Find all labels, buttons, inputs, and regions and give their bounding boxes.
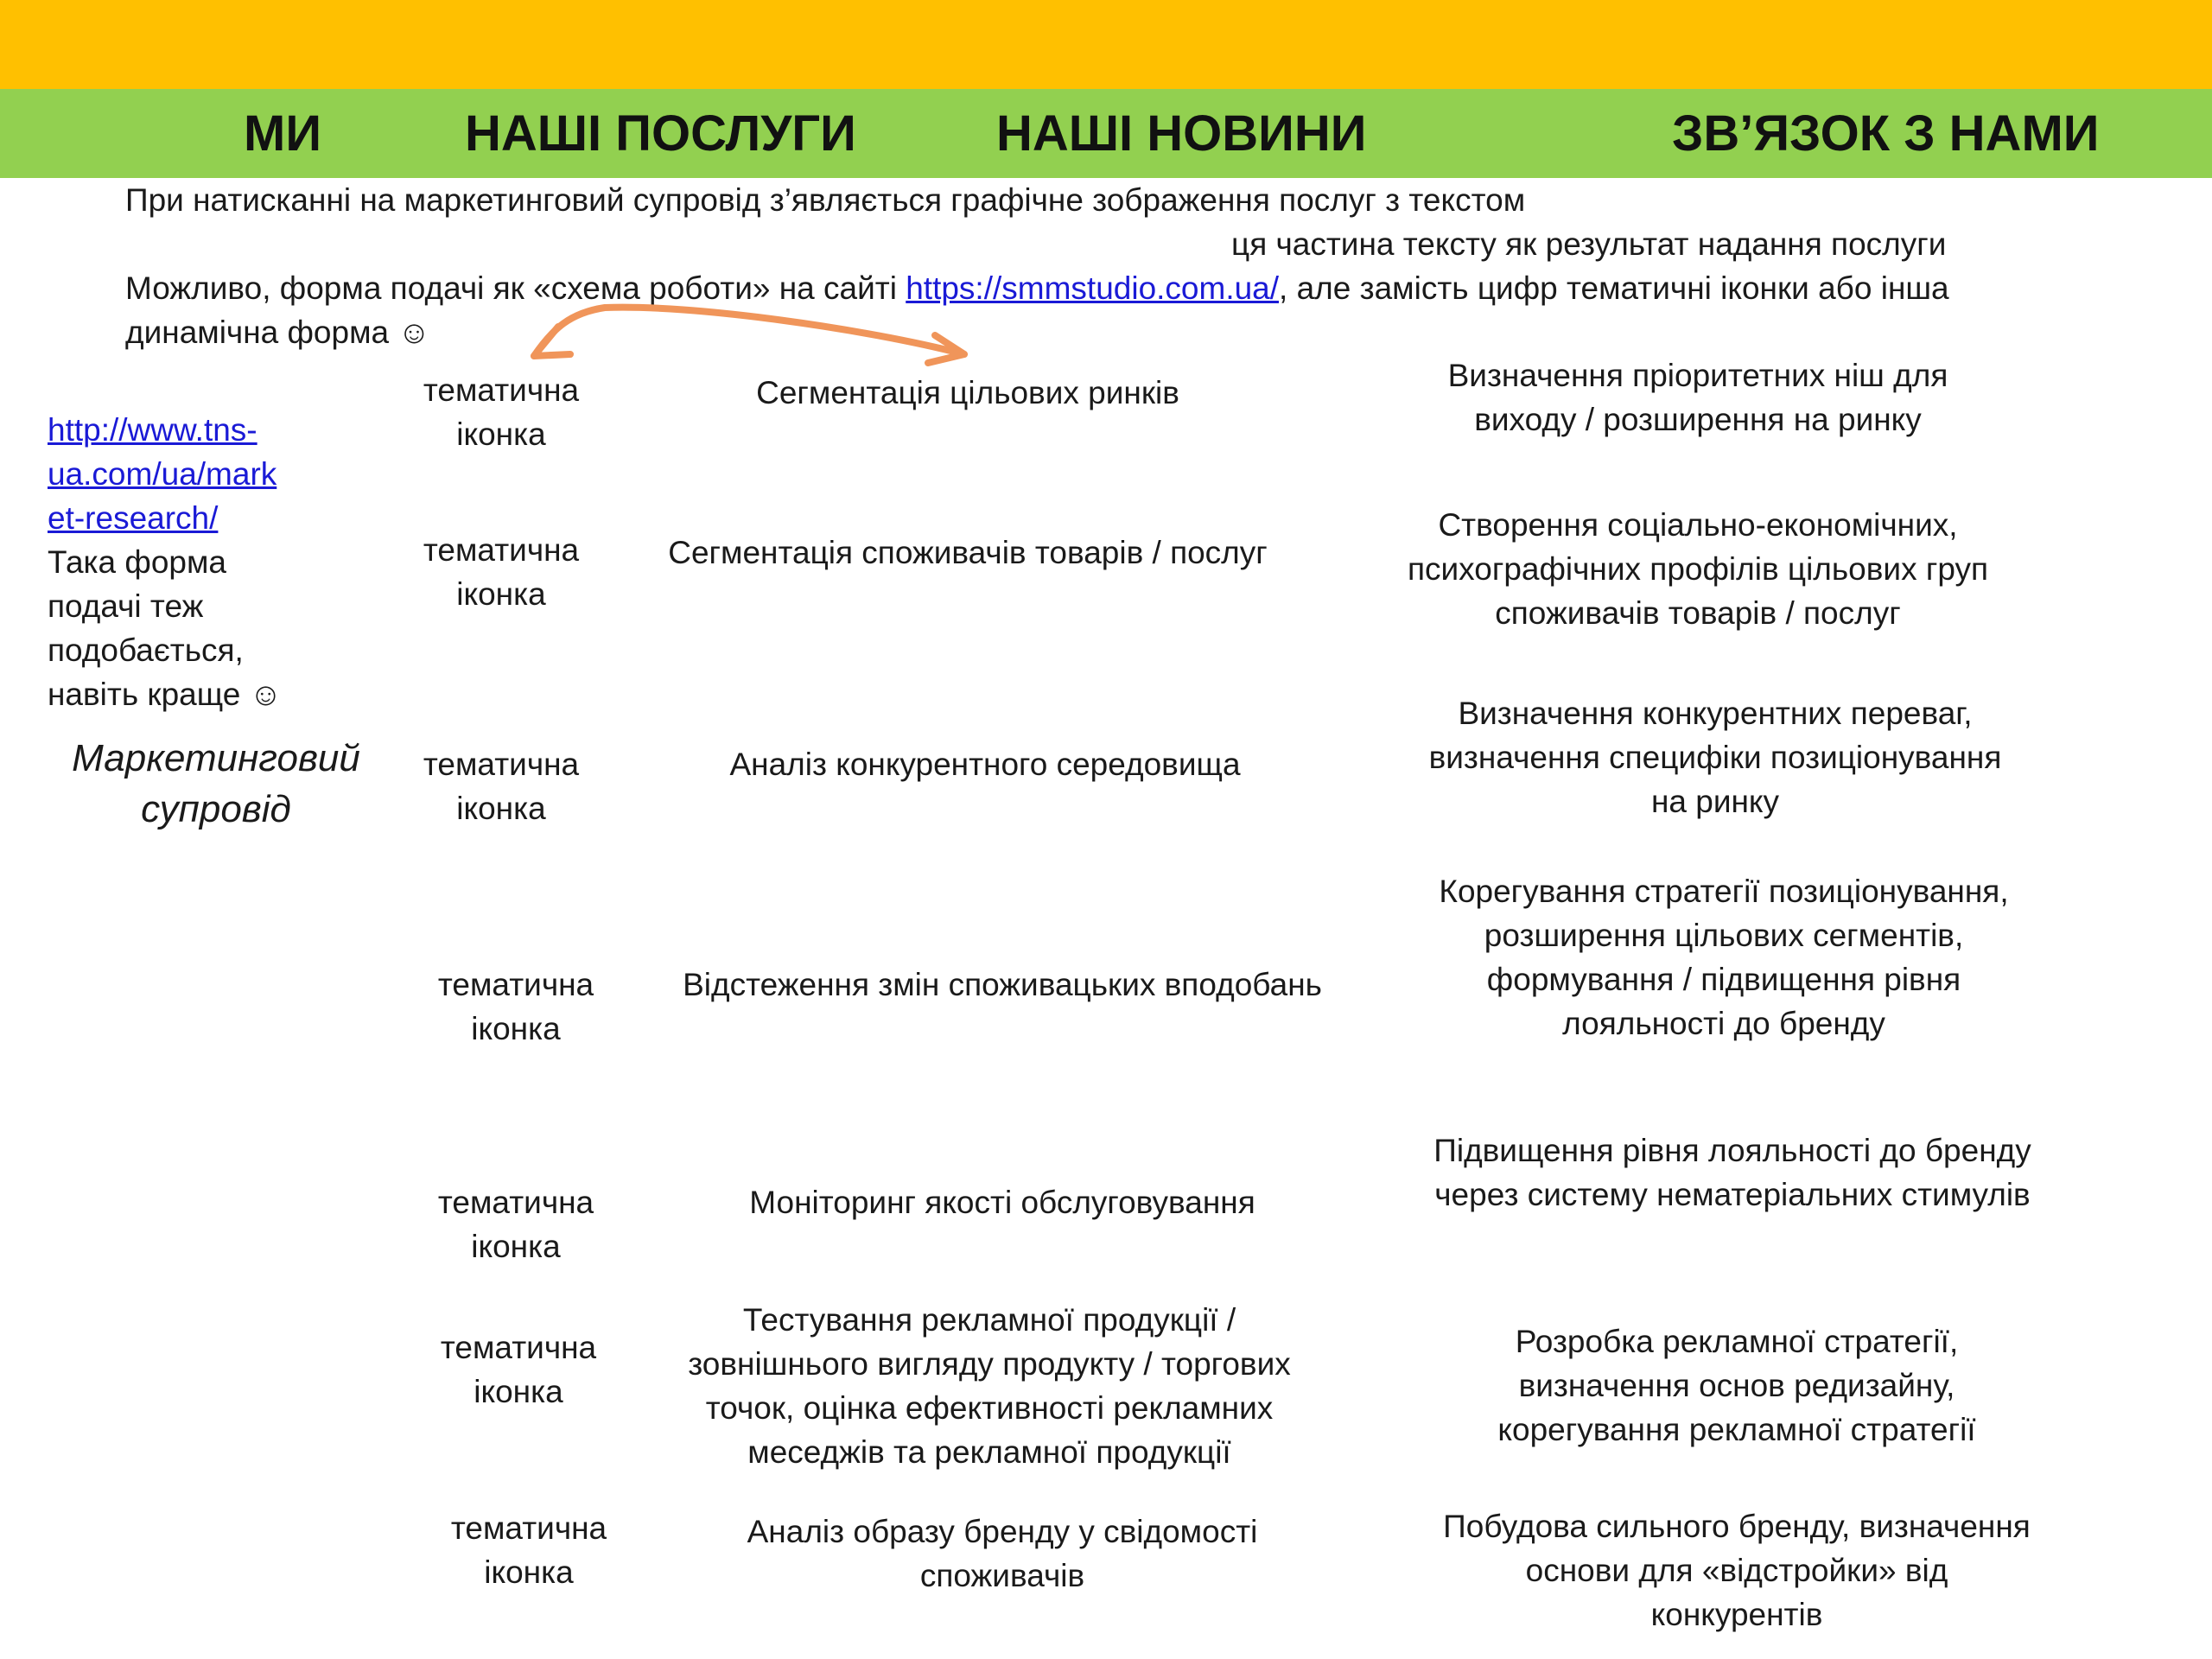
section-title-line: Маркетинговий xyxy=(72,737,360,779)
icon-label-line: іконка xyxy=(471,1011,561,1046)
service-result xyxy=(1374,869,2074,1046)
nav-item-contact[interactable]: ЗВ’ЯЗОК З НАМИ xyxy=(1672,105,2100,162)
tns-link-line: et-research/ xyxy=(48,500,219,536)
thematic-icon-placeholder xyxy=(423,1325,613,1414)
icon-label-line: тематична xyxy=(440,1330,597,1365)
icon-label-line: іконка xyxy=(456,791,546,826)
result-text-line: основи для «відстройки» від xyxy=(1525,1553,1948,1588)
service-text-line: точок, оцінка ефективності рекламних xyxy=(705,1390,1274,1426)
service-result xyxy=(1387,1319,2087,1452)
icon-label-line: іконка xyxy=(456,416,546,452)
result-text-line: корегування рекламної стратегії xyxy=(1497,1412,1976,1447)
icon-label-line: іконка xyxy=(474,1374,563,1409)
result-text-line: Визначення конкурентних переваг, xyxy=(1458,696,1973,731)
section-title xyxy=(35,733,397,835)
result-text-line: Розробка рекламної стратегії, xyxy=(1515,1324,1959,1359)
intro-line-2: ця частина тексту як результат надання послуги xyxy=(1231,226,1947,262)
service-item[interactable] xyxy=(657,1180,1348,1224)
icon-label-line: іконка xyxy=(471,1229,561,1264)
service-text-line: споживачів xyxy=(919,1558,1085,1593)
service-result xyxy=(1382,1128,2082,1217)
result-text-line: споживачів товарів / послуг xyxy=(1495,595,1901,631)
thematic-icon-placeholder xyxy=(406,368,596,456)
intro-line-3-text: Можливо, форма подачі як «схема роботи» на сайті xyxy=(125,270,906,306)
service-text-line: меседжів та рекламної продукції xyxy=(747,1434,1231,1470)
result-text-line: Створення соціально-економічних, xyxy=(1438,507,1958,543)
side-note-text-line: подачі теж xyxy=(48,588,204,624)
smmstudio-link[interactable]: https://smmstudio.com.ua/ xyxy=(906,270,1280,306)
side-note-text-line: Така форма xyxy=(48,544,226,580)
icon-label-line: тематична xyxy=(437,1185,594,1220)
service-text-line: Аналіз конкурентного середовища xyxy=(729,747,1241,782)
service-text-line: зовнішнього вигляду продукту / торгових xyxy=(688,1346,1291,1382)
result-text-line: Побудова сильного бренду, визначення xyxy=(1443,1509,2031,1544)
result-text-line: визначення основ редизайну, xyxy=(1518,1368,1955,1403)
side-note-text-line: навіть краще ☺ xyxy=(48,677,283,712)
service-result xyxy=(1348,503,2048,635)
result-text-line: розширення цільових сегментів, xyxy=(1484,918,1964,953)
result-text-line: Корегування стратегії позиціонування, xyxy=(1439,874,2009,909)
result-text-line: Підвищення рівня лояльності до бренду xyxy=(1433,1133,2031,1168)
thematic-icon-placeholder xyxy=(406,528,596,616)
result-text-line: на ринку xyxy=(1650,784,1780,819)
tns-link[interactable] xyxy=(48,408,282,540)
result-text-line: конкурентів xyxy=(1650,1597,1823,1632)
service-text-line: Відстеження змін споживацьких вподобань xyxy=(683,967,1322,1002)
thematic-icon-placeholder xyxy=(421,1180,611,1268)
service-item[interactable] xyxy=(639,742,1331,786)
result-text-line: визначення специфіки позиціонування xyxy=(1428,740,2002,775)
intro-line-3-tail: , але замість цифр тематичні іконки або інша xyxy=(1279,270,1949,306)
icon-label-line: іконка xyxy=(456,576,546,612)
service-item[interactable] xyxy=(639,963,1365,1007)
service-text-line: Моніторинг якості обслуговування xyxy=(749,1185,1255,1220)
result-text-line: виходу / розширення на ринку xyxy=(1474,402,1922,437)
result-text-line: формування / підвищення рівня xyxy=(1486,962,1961,997)
thematic-icon-placeholder xyxy=(406,742,596,830)
result-text-line: Визначення пріоритетних ніш для xyxy=(1447,358,1948,393)
thematic-icon-placeholder xyxy=(421,963,611,1051)
intro-line-4: динамічна форма ☺ xyxy=(125,315,431,350)
nav-item-about[interactable]: МИ xyxy=(244,105,322,162)
nav-item-services[interactable]: НАШІ ПОСЛУГИ xyxy=(465,105,856,162)
side-note xyxy=(48,408,282,716)
service-text-line: Аналіз образу бренду у свідомості xyxy=(747,1514,1258,1549)
icon-label-line: тематична xyxy=(423,532,580,568)
intro-line-1: При натисканні на маркетинговий супровід з’являється графічне зображення послуг з текстом xyxy=(125,182,1526,218)
service-text-line: Сегментація цільових ринків xyxy=(756,375,1179,410)
result-text-line: психографічних профілів цільових груп xyxy=(1407,551,1989,587)
tns-link-line: http://www.tns- xyxy=(48,412,257,448)
icon-label-line: тематична xyxy=(450,1510,607,1546)
service-item[interactable] xyxy=(622,531,1313,575)
side-note-text-line: подобається, xyxy=(48,632,244,668)
result-text-line: через систему нематеріальних стимулів xyxy=(1434,1177,2031,1212)
service-text-line: Тестування рекламної продукції / xyxy=(742,1302,1236,1338)
service-item[interactable] xyxy=(622,371,1313,415)
icon-label-line: тематична xyxy=(437,967,594,1002)
section-title-line: супровід xyxy=(141,788,291,830)
service-item[interactable] xyxy=(639,1298,1339,1474)
result-text-line: лояльності до бренду xyxy=(1562,1006,1885,1041)
thematic-icon-placeholder xyxy=(434,1506,624,1594)
nav-item-news[interactable]: НАШІ НОВИНИ xyxy=(996,105,1367,162)
service-result xyxy=(1387,1504,2087,1637)
service-result xyxy=(1365,691,2065,823)
service-result xyxy=(1348,353,2048,442)
service-text-line: Сегментація споживачів товарів / послуг xyxy=(668,535,1268,570)
tns-link-line: ua.com/ua/mark xyxy=(48,456,277,492)
icon-label-line: іконка xyxy=(484,1554,574,1590)
service-item[interactable] xyxy=(657,1510,1348,1598)
icon-label-line: тематична xyxy=(423,372,580,408)
icon-label-line: тематична xyxy=(423,747,580,782)
